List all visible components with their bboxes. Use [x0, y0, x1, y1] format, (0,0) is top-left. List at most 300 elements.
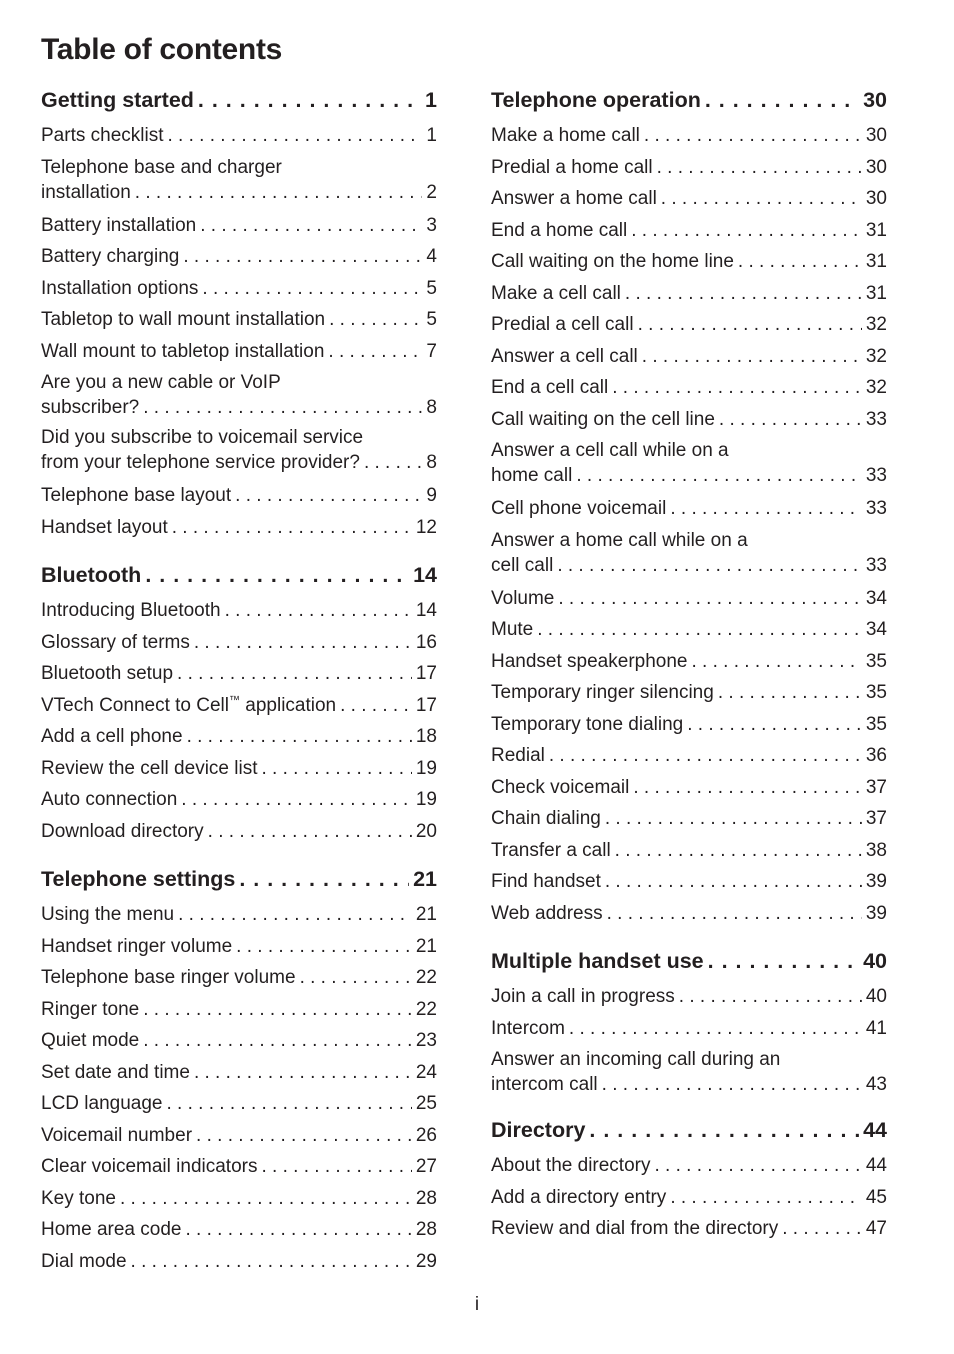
dot-leader	[705, 88, 859, 113]
dot-leader	[235, 480, 422, 512]
toc-entry-link[interactable]	[491, 803, 887, 835]
dot-leader	[670, 1182, 862, 1214]
dot-leader	[589, 1118, 859, 1143]
entry-page-number: 30	[865, 125, 887, 146]
entry-title	[41, 1025, 139, 1057]
section-title: Bluetooth	[41, 563, 142, 587]
entry-title	[41, 273, 198, 305]
toc-section	[41, 563, 437, 847]
entry-title-text: Temporary ringer silencing	[491, 682, 714, 703]
entry-row	[491, 278, 887, 310]
entry-title-text: Wall mount to tabletop installation	[41, 340, 325, 362]
toc-entry-link[interactable]	[41, 370, 437, 421]
entry-row	[41, 690, 437, 722]
toc-entry-link[interactable]	[491, 404, 887, 436]
entry-page-number: 30	[865, 156, 887, 178]
dot-leader	[537, 614, 862, 646]
entry-title	[491, 772, 629, 804]
entry-page-number: 7	[426, 340, 437, 362]
entry-title-text: intercom call	[491, 1074, 598, 1095]
entry-row	[41, 210, 437, 242]
entry-title	[491, 215, 627, 247]
section-title: Multiple handset use	[491, 949, 704, 973]
dot-leader	[638, 309, 862, 341]
entry-title-text: Quiet mode	[41, 1030, 140, 1051]
entry-title	[491, 1072, 598, 1098]
entry-title-text: Battery charging	[41, 246, 180, 267]
entry-row	[491, 803, 887, 835]
entry-page-number: 32	[865, 314, 887, 335]
toc-section	[491, 1118, 887, 1245]
entry-title-text: Telephone base layout	[41, 485, 232, 506]
dot-leader	[143, 395, 422, 421]
dot-leader	[605, 866, 862, 898]
section-title: Getting started	[41, 88, 194, 112]
entry-page-number: 34	[865, 619, 887, 640]
entry-title	[491, 677, 714, 709]
entry-title	[41, 304, 325, 336]
toc-entry-link[interactable]	[41, 1183, 437, 1215]
dot-leader	[202, 273, 422, 305]
entry-row	[491, 1013, 887, 1045]
entry-title	[41, 1120, 192, 1152]
entry-page-number: 35	[865, 682, 887, 703]
entry-page-number: 26	[415, 1124, 437, 1146]
entry-row	[491, 614, 887, 646]
dot-leader	[615, 835, 862, 867]
entry-title-text: Installation options	[41, 277, 199, 299]
entry-title	[491, 709, 683, 741]
dot-leader	[654, 1150, 861, 1182]
entry-title-text: Tabletop to wall mount installation	[41, 309, 326, 330]
entry-title-text: Make a home call	[491, 125, 640, 146]
entry-title-text: End a home call	[491, 219, 628, 241]
section-page-number: 30	[863, 88, 887, 112]
entry-page-number: 41	[865, 1017, 887, 1039]
entry-title-text: Handset layout	[41, 516, 168, 538]
entry-page-number: 22	[415, 967, 437, 988]
toc-entry-link[interactable]	[491, 528, 887, 579]
entry-page-number: 33	[865, 408, 887, 430]
toc-entry-link[interactable]	[491, 740, 887, 772]
entry-page-number: 21	[415, 904, 437, 925]
section-title: Telephone settings	[41, 867, 236, 891]
toc-entry-link[interactable]	[41, 1025, 437, 1057]
dot-leader	[196, 1120, 412, 1152]
entry-title-text: Chain dialing	[491, 808, 601, 829]
toc-entry-link[interactable]	[41, 753, 437, 785]
entry-page-number: 43	[865, 1074, 887, 1095]
toc-entry-link[interactable]	[41, 994, 437, 1026]
dot-leader	[631, 215, 862, 247]
toc-entry-link[interactable]	[41, 1057, 437, 1089]
entry-title-text: Battery installation	[41, 214, 197, 236]
entry-page-number: 21	[415, 935, 437, 957]
entry-title-text: Review the cell device list	[41, 757, 258, 779]
entry-page-number: 28	[415, 1187, 437, 1209]
entry-row	[491, 646, 887, 678]
entry-row	[491, 1072, 887, 1098]
entry-row	[491, 246, 887, 278]
entry-title	[491, 803, 601, 835]
entry-title	[491, 866, 601, 898]
entry-title	[41, 480, 231, 512]
entry-title	[491, 835, 611, 867]
toc-entry-link[interactable]	[41, 155, 437, 206]
entry-title	[491, 898, 603, 930]
toc-entry-link[interactable]	[491, 1182, 887, 1214]
entry-title-text: About the directory	[491, 1155, 651, 1176]
dot-leader	[782, 1213, 862, 1245]
toc-entry-link[interactable]	[41, 1246, 437, 1278]
entry-page-number: 39	[865, 902, 887, 924]
entry-title-text: cell call	[491, 554, 554, 576]
toc-entry-link[interactable]	[41, 512, 437, 544]
entry-title-text: LCD language	[41, 1093, 163, 1114]
dot-leader	[576, 463, 862, 489]
toc-entry-link[interactable]	[491, 709, 887, 741]
toc-entry-link[interactable]	[491, 614, 887, 646]
entry-page-number: 5	[426, 309, 437, 330]
entry-title	[41, 1214, 181, 1246]
entry-page-number: 32	[865, 345, 887, 367]
entry-title-text: Glossary of terms	[41, 631, 190, 653]
toc-entry-link[interactable]	[41, 784, 437, 816]
toc-entry-link[interactable]	[491, 152, 887, 184]
entry-title	[491, 1213, 778, 1245]
entry-title-suffix: application	[240, 694, 337, 716]
toc-entry-link[interactable]	[491, 1213, 887, 1245]
toc-entry-link[interactable]	[491, 372, 887, 404]
dot-leader	[719, 404, 862, 436]
entry-title	[41, 690, 336, 722]
dot-leader	[738, 246, 862, 278]
entry-title	[41, 1151, 257, 1183]
entry-page-number: 12	[415, 516, 437, 538]
entry-row	[41, 241, 437, 273]
entry-title	[41, 931, 232, 963]
toc-section	[41, 88, 437, 543]
entry-page-number: 23	[415, 1030, 437, 1051]
toc-entry-link[interactable]	[491, 438, 887, 489]
entry-title	[491, 120, 640, 152]
toc-entry-link[interactable]	[41, 690, 437, 722]
page-number: i	[474, 1294, 480, 1315]
dot-leader	[569, 1013, 862, 1045]
entry-row	[41, 931, 437, 963]
toc-entry-link[interactable]	[491, 835, 887, 867]
dot-leader	[185, 1214, 411, 1246]
entry-title-text: Volume	[491, 587, 555, 609]
entry-title	[41, 1183, 116, 1215]
entry-title	[41, 1246, 127, 1278]
entry-title	[491, 278, 621, 310]
entry-page-number: 31	[865, 219, 887, 241]
toc-section	[41, 867, 437, 1277]
toc-entry-link[interactable]	[491, 981, 887, 1013]
dot-leader	[612, 372, 862, 404]
entry-title-text: Download directory	[41, 820, 204, 842]
toc-entry-link[interactable]	[491, 1150, 887, 1182]
toc-entry-link[interactable]	[491, 866, 887, 898]
entry-title	[491, 246, 734, 278]
section-heading-link[interactable]	[41, 867, 437, 899]
entry-title-text: Redial	[491, 745, 545, 766]
entry-page-number: 31	[865, 251, 887, 272]
toc-column-right	[491, 88, 887, 1265]
entry-title-text: subscriber?	[41, 397, 140, 418]
toc-entry-link[interactable]	[41, 627, 437, 659]
entry-title	[491, 1013, 565, 1045]
entry-page-number: 33	[865, 554, 887, 576]
entry-title	[491, 553, 553, 579]
entry-page-number: 17	[415, 663, 437, 684]
entry-page-number: 31	[865, 282, 887, 304]
toc-entry-link[interactable]	[491, 120, 887, 152]
toc-entry-link[interactable]	[491, 677, 887, 709]
entry-title	[491, 183, 657, 215]
entry-title-text: Dial mode	[41, 1250, 127, 1272]
dot-leader	[607, 898, 862, 930]
entry-row	[491, 866, 887, 898]
entry-row	[491, 709, 887, 741]
entry-title-text: Parts checklist	[41, 125, 164, 146]
entry-row	[41, 1246, 437, 1278]
entry-page-number: 45	[865, 1186, 887, 1208]
section-page-number: 21	[413, 867, 437, 891]
entry-row	[491, 553, 887, 579]
toc-entry-link[interactable]	[491, 493, 887, 525]
entry-page-number: 19	[415, 789, 437, 810]
entry-page-number: 1	[426, 125, 437, 146]
dot-leader	[633, 772, 862, 804]
entry-page-number: 4	[426, 246, 437, 267]
entry-title-text: Answer a home call	[491, 188, 657, 209]
entry-page-number: 16	[415, 631, 437, 653]
dot-leader	[549, 740, 862, 772]
dot-leader	[225, 595, 412, 627]
entry-row	[491, 740, 887, 772]
entry-title-text: Check voicemail	[491, 776, 630, 798]
entry-row	[491, 772, 887, 804]
entry-title-text: Intercom	[491, 1017, 565, 1039]
entry-title-text: Web address	[491, 902, 603, 924]
entry-row	[41, 273, 437, 305]
entry-page-number: 35	[865, 650, 887, 672]
toc-entry-link[interactable]	[41, 241, 437, 273]
toc-entry-link[interactable]	[41, 1151, 437, 1183]
entry-title	[491, 583, 554, 615]
toc-entry-link[interactable]	[491, 246, 887, 278]
toc-entry-link[interactable]	[491, 898, 887, 930]
entry-page-number: 25	[415, 1093, 437, 1114]
entry-title	[41, 816, 204, 848]
entry-row	[491, 677, 887, 709]
entry-page-number: 27	[415, 1156, 437, 1177]
toc-entry-link[interactable]	[41, 304, 437, 336]
entry-page-number: 44	[865, 1155, 887, 1176]
entry-title	[491, 404, 715, 436]
section-heading-link[interactable]	[491, 88, 887, 120]
dot-leader	[670, 493, 862, 525]
entry-row	[491, 152, 887, 184]
entry-title-text: Mute	[491, 619, 534, 640]
entry-row	[491, 341, 887, 373]
entry-title-line1: Are you a new cable or VoIP	[41, 372, 281, 393]
toc-entry-link[interactable]	[41, 120, 437, 152]
dot-leader	[208, 816, 412, 848]
dot-leader	[236, 931, 412, 963]
toc-entry-link[interactable]	[491, 772, 887, 804]
entry-row	[491, 120, 887, 152]
toc-entry-link[interactable]	[41, 480, 437, 512]
dot-leader	[644, 120, 862, 152]
toc-entry-link[interactable]	[491, 183, 887, 215]
toc-entry-link[interactable]	[491, 309, 887, 341]
section-heading-link[interactable]	[491, 1118, 887, 1150]
dot-leader	[120, 1183, 412, 1215]
entry-title	[41, 512, 168, 544]
entry-row	[491, 309, 887, 341]
entry-title	[491, 493, 666, 525]
trademark-mark: ™	[229, 694, 240, 707]
entry-page-number: 24	[415, 1061, 437, 1083]
dot-leader	[183, 241, 422, 273]
entry-title-text: Home area code	[41, 1219, 182, 1240]
entry-title-text: installation	[41, 181, 131, 203]
toc-entry-link[interactable]	[41, 336, 437, 368]
entry-title	[491, 740, 545, 772]
entry-title-text: Telephone base ringer volume	[41, 967, 296, 988]
entry-page-number: 33	[865, 498, 887, 519]
entry-title	[41, 658, 173, 690]
toc-entry-link[interactable]	[491, 215, 887, 247]
toc-entry-link[interactable]	[41, 658, 437, 690]
entry-title-text: Clear voicemail indicators	[41, 1156, 258, 1177]
toc-entry-link[interactable]	[491, 646, 887, 678]
entry-row	[41, 962, 437, 994]
entry-page-number: 2	[426, 181, 437, 203]
toc-section	[491, 949, 887, 1098]
entry-page-number: 39	[865, 871, 887, 892]
section-heading-link[interactable]	[41, 88, 437, 120]
entry-title	[491, 1182, 666, 1214]
entry-row	[41, 595, 437, 627]
entry-title-text: Add a directory entry	[491, 1186, 667, 1208]
entry-row	[41, 1214, 437, 1246]
entry-page-number: 47	[865, 1218, 887, 1239]
entry-row	[491, 404, 887, 436]
toc-entry-link[interactable]	[41, 931, 437, 963]
dot-leader	[661, 183, 862, 215]
toc-entry-link[interactable]	[41, 962, 437, 994]
section-heading-link[interactable]	[491, 949, 887, 981]
entry-title-text: Using the menu	[41, 904, 175, 925]
entry-row	[41, 336, 437, 368]
entry-row	[41, 450, 437, 476]
section-title: Directory	[491, 1118, 586, 1142]
entry-title-text: VTech Connect to Cell	[41, 694, 229, 716]
entry-title	[41, 395, 139, 421]
toc-entry-link[interactable]	[41, 816, 437, 848]
dot-leader	[261, 753, 411, 785]
toc-entry-link[interactable]	[41, 210, 437, 242]
toc-entry-link[interactable]	[41, 425, 437, 476]
entry-title-text: Join a call in progress	[491, 986, 675, 1007]
entry-title-text: Handset speakerphone	[491, 650, 688, 672]
entry-title-text: Answer a cell call	[491, 345, 638, 367]
toc-entry-link[interactable]	[491, 278, 887, 310]
dot-leader	[194, 627, 412, 659]
entry-row	[41, 1088, 437, 1120]
toc-entry-link[interactable]	[41, 1088, 437, 1120]
dot-leader	[200, 210, 422, 242]
entry-title-text: Introducing Bluetooth	[41, 600, 221, 621]
entry-title-text: Temporary tone dialing	[491, 713, 684, 735]
section-title: Telephone operation	[491, 88, 701, 112]
section-heading-link[interactable]	[41, 563, 437, 595]
dot-leader	[143, 1025, 412, 1057]
entry-row	[41, 753, 437, 785]
toc-entry-link[interactable]	[41, 595, 437, 627]
dot-leader	[239, 867, 409, 892]
dot-leader	[687, 709, 862, 741]
entry-title	[491, 981, 675, 1013]
entry-title-text: Review and dial from the directory	[491, 1218, 779, 1239]
entry-page-number: 20	[415, 820, 437, 842]
entry-row	[41, 1151, 437, 1183]
toc-entry-link[interactable]	[491, 1047, 887, 1098]
entry-row	[491, 835, 887, 867]
entry-row	[41, 994, 437, 1026]
entry-row	[41, 627, 437, 659]
entry-page-number: 17	[415, 694, 437, 716]
entry-row	[41, 1025, 437, 1057]
dot-leader	[657, 152, 862, 184]
entry-title-text: Cell phone voicemail	[491, 498, 667, 519]
toc-entry-link[interactable]	[491, 1013, 887, 1045]
toc-entry-link[interactable]	[491, 341, 887, 373]
dot-leader	[131, 1246, 412, 1278]
toc-entry-link[interactable]	[41, 1214, 437, 1246]
entry-title-text: home call	[491, 465, 573, 486]
section-page-number: 40	[863, 949, 887, 973]
toc-entry-link[interactable]	[41, 721, 437, 753]
entry-title	[41, 450, 360, 476]
entry-row	[41, 658, 437, 690]
toc-entry-link[interactable]	[41, 273, 437, 305]
entry-row	[41, 1183, 437, 1215]
entry-title	[491, 309, 634, 341]
dot-leader	[364, 450, 422, 476]
dot-leader	[135, 180, 423, 206]
toc-entry-link[interactable]	[491, 583, 887, 615]
entry-title-text: Find handset	[491, 871, 601, 892]
entry-page-number: 8	[426, 452, 437, 473]
dot-leader	[329, 304, 422, 336]
toc-entry-link[interactable]	[41, 899, 437, 931]
entry-row	[491, 372, 887, 404]
entry-row	[491, 463, 887, 489]
entry-title	[41, 994, 139, 1026]
entry-page-number: 34	[865, 587, 887, 609]
entry-title-text: Auto connection	[41, 789, 178, 810]
dot-leader	[300, 962, 412, 994]
entry-row	[41, 721, 437, 753]
entry-page-number: 37	[865, 808, 887, 829]
toc-entry-link[interactable]	[41, 1120, 437, 1152]
entry-row	[491, 1213, 887, 1245]
